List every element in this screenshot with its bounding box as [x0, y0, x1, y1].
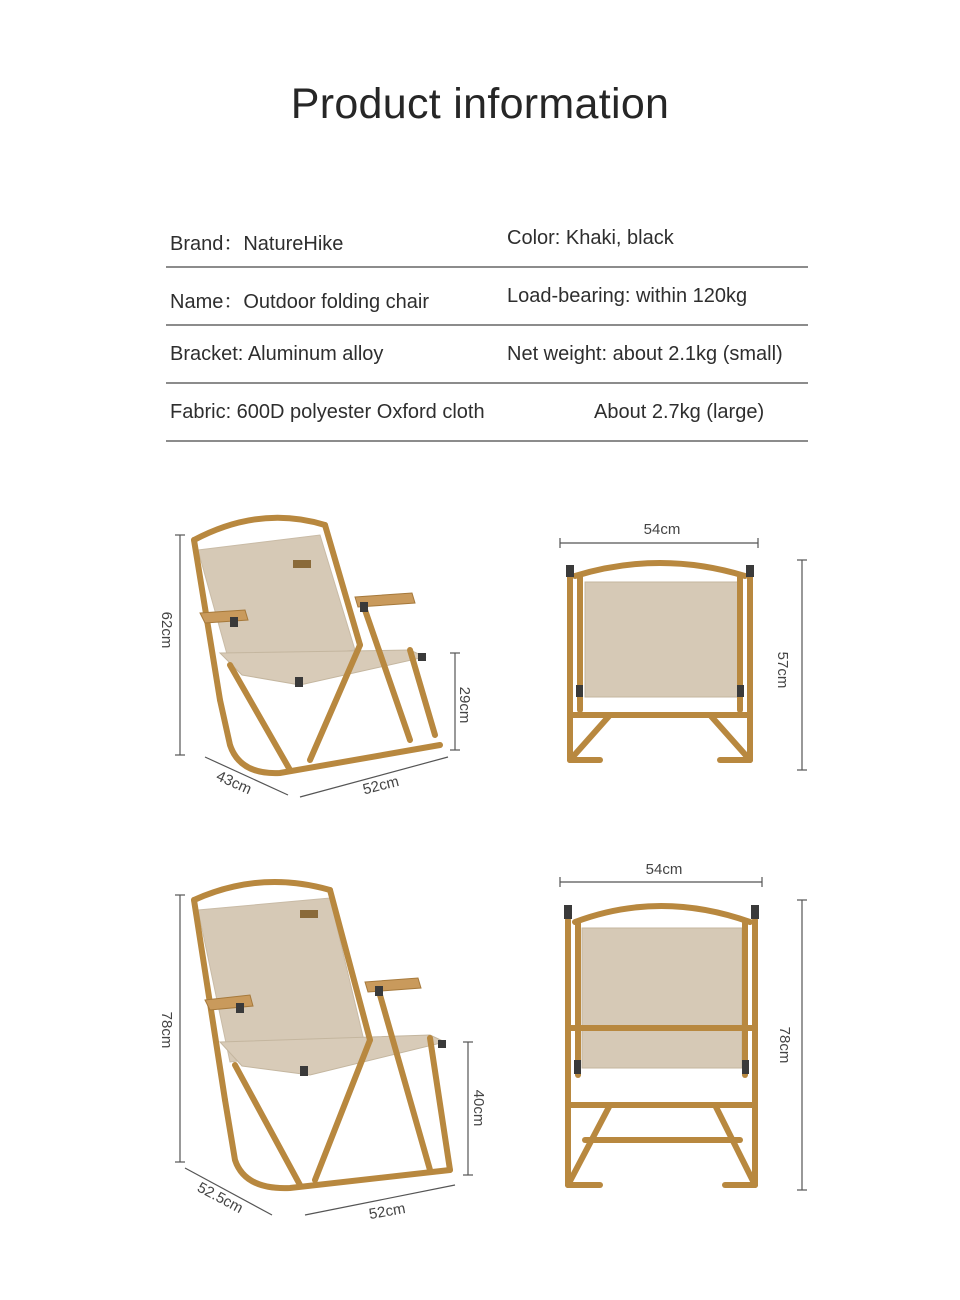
- spec-name: Name：Outdoor folding chair: [170, 291, 430, 313]
- spec-row: [166, 210, 808, 268]
- large-chair-side-view: [150, 870, 487, 1230]
- spec-bracket: Bracket: Aluminum alloy: [170, 343, 384, 365]
- small-chair-front-view: [540, 510, 820, 780]
- width-label: 54cm: [643, 521, 681, 538]
- small-chair-side-view: [150, 505, 480, 805]
- height-label: 62cm: [158, 611, 175, 649]
- page-title: Product information: [290, 80, 670, 128]
- seat-height-label: 29cm: [456, 686, 473, 724]
- brand-logo-patch: [300, 910, 318, 918]
- width-label: 52cm: [361, 772, 401, 799]
- large-chair-front-view: [540, 850, 820, 1200]
- spec-row: [166, 384, 808, 442]
- depth-label: 52.5cm: [194, 1178, 246, 1218]
- brand-logo-patch: [293, 560, 311, 568]
- height-label: 78cm: [158, 1011, 175, 1049]
- seat-height-label: 40cm: [470, 1089, 487, 1127]
- spec-row: [166, 326, 808, 384]
- spec-weight-large: About 2.7kg (large): [594, 401, 765, 423]
- width-label: 54cm: [645, 861, 683, 878]
- height-label: 78cm: [776, 1026, 793, 1064]
- spec-brand: Brand：NatureHike: [170, 233, 344, 255]
- spec-net-weight: Net weight: about 2.1kg (small): [507, 343, 783, 365]
- spec-fabric: Fabric: 600D polyester Oxford cloth: [170, 401, 485, 423]
- height-label: 57cm: [774, 651, 791, 689]
- depth-label: 43cm: [213, 767, 255, 799]
- spec-row: [166, 268, 808, 326]
- spec-table: [166, 210, 808, 442]
- spec-color: Color: Khaki, black: [507, 227, 674, 249]
- spec-load-bearing: Load-bearing: within 120kg: [507, 285, 748, 307]
- width-label: 52cm: [367, 1200, 407, 1224]
